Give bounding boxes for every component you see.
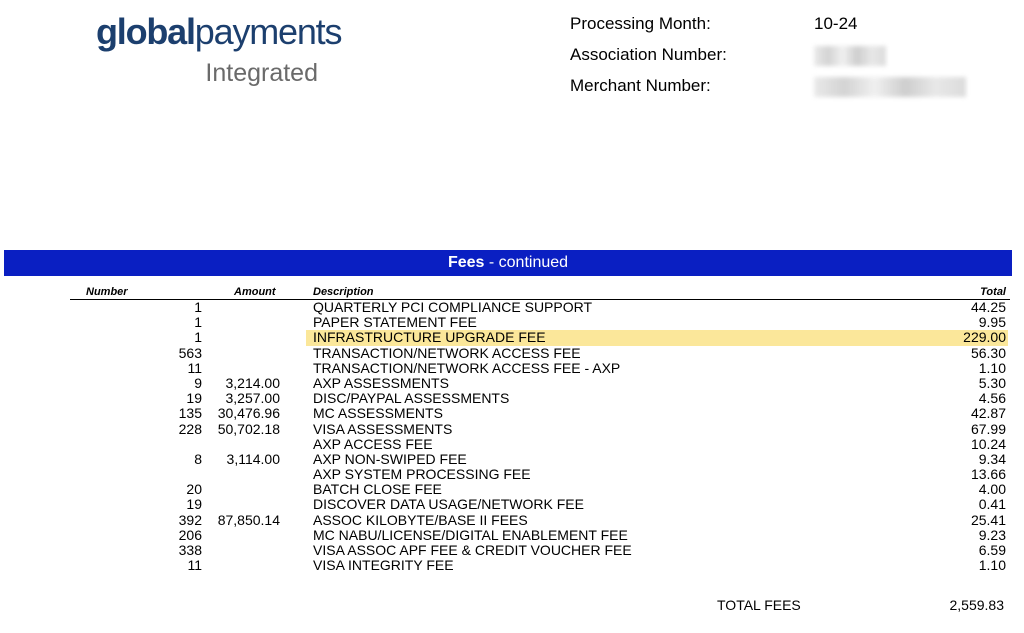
merchant-number-redacted: [814, 77, 966, 97]
table-row: [70, 376, 1010, 391]
table-row: [70, 391, 1010, 406]
total-fees-value: 2,559.83: [949, 597, 1004, 613]
table-row: [70, 361, 1010, 376]
cell-description: AXP NON-SWIPED FEE: [313, 450, 467, 467]
fees-table: [70, 286, 1010, 573]
cell-total: 0.41: [978, 496, 1006, 513]
table-row-highlighted: [70, 330, 1010, 345]
cell-total: 67.99: [970, 420, 1006, 437]
processing-month-label: Processing Month:: [570, 14, 711, 33]
merchant-number-label: Merchant Number:: [570, 76, 711, 95]
column-header-number: Number: [86, 286, 128, 298]
merchant-number-row: [570, 76, 990, 98]
cell-number: 1: [194, 299, 202, 315]
cell-number: 20: [186, 481, 202, 498]
cell-amount: 3,214.00: [225, 374, 280, 391]
cell-total: 9.23: [978, 526, 1006, 543]
cell-amount: 3,114.00: [226, 450, 280, 467]
cell-number: 392: [178, 511, 202, 528]
table-row: [70, 437, 1010, 452]
cell-total: 44.25: [970, 299, 1006, 315]
global-payments-logo: [96, 10, 342, 87]
cell-amount: 50,702.18: [217, 420, 280, 437]
cell-number: 9: [194, 374, 202, 391]
cell-description: DISC/PAYPAL ASSESSMENTS: [313, 390, 510, 407]
table-row: [70, 528, 1010, 543]
association-number-label: Association Number:: [570, 45, 727, 64]
cell-number: 338: [178, 542, 202, 558]
table-row: [70, 543, 1010, 558]
cell-number: 11: [187, 557, 202, 574]
cell-description: AXP ASSESSMENTS: [313, 374, 449, 391]
logo-subtitle: Integrated: [205, 59, 318, 87]
table-row: [70, 422, 1010, 437]
cell-total: 9.34: [978, 450, 1006, 467]
cell-description: TRANSACTION/NETWORK ACCESS FEE - AXP: [313, 359, 621, 376]
cell-number: 19: [186, 496, 202, 513]
table-row: [70, 497, 1010, 512]
cell-total: 56.30: [970, 344, 1006, 361]
cell-number: 19: [186, 390, 202, 407]
table-row: [70, 467, 1010, 482]
column-header-total: Total: [980, 286, 1006, 298]
cell-description: VISA INTEGRITY FEE: [313, 557, 454, 574]
table-row: [70, 452, 1010, 467]
cell-description: MC ASSESSMENTS: [313, 405, 443, 422]
cell-description: BATCH CLOSE FEE: [313, 481, 442, 498]
fees-table-body: [70, 300, 1010, 573]
cell-number: 135: [178, 405, 202, 422]
fees-section-suffix: - continued: [484, 254, 569, 271]
fees-section-title: Fees: [447, 254, 485, 271]
cell-amount: 87,850.14: [217, 511, 280, 528]
cell-total: 25.41: [970, 511, 1006, 528]
cell-number: 228: [178, 420, 202, 437]
total-fees-row: [0, 597, 1024, 615]
cell-number: 1: [194, 329, 202, 346]
cell-number: 11: [187, 359, 202, 376]
cell-total: 1.10: [978, 359, 1006, 376]
table-row: [70, 513, 1010, 528]
table-row: [70, 315, 1010, 330]
logo-wordmark: [96, 10, 341, 54]
cell-total: 6.59: [978, 542, 1006, 558]
cell-total: 229.00: [963, 329, 1006, 346]
cell-number: 206: [178, 526, 202, 543]
cell-amount: 3,257.00: [225, 390, 280, 407]
cell-description: TRANSACTION/NETWORK ACCESS FEE: [313, 344, 581, 361]
table-row: [70, 558, 1010, 573]
logo-wordmark-light: payments: [194, 11, 342, 52]
association-number-row: [570, 45, 990, 67]
cell-description: DISCOVER DATA USAGE/NETWORK FEE: [313, 496, 584, 513]
cell-total: 1.10: [978, 557, 1006, 574]
cell-description: VISA ASSESSMENTS: [313, 420, 453, 437]
cell-total: 4.00: [978, 481, 1006, 498]
fees-table-header: [70, 286, 1010, 300]
cell-description: VISA ASSOC APF FEE & CREDIT VOUCHER FEE: [313, 542, 632, 558]
cell-description: QUARTERLY PCI COMPLIANCE SUPPORT: [313, 299, 593, 315]
fees-section-banner: [4, 250, 1012, 276]
cell-total: 4.56: [978, 390, 1006, 407]
cell-number: 563: [178, 344, 202, 361]
association-number-redacted: [814, 46, 886, 66]
cell-total: 10.24: [970, 435, 1006, 452]
cell-description: PAPER STATEMENT FEE: [313, 314, 477, 331]
cell-description: AXP SYSTEM PROCESSING FEE: [313, 466, 531, 483]
cell-number: 1: [194, 314, 202, 331]
cell-description: AXP ACCESS FEE: [313, 435, 433, 452]
cell-description: ASSOC KILOBYTE/BASE II FEES: [313, 511, 528, 528]
processing-month-value: 10-24: [814, 14, 858, 33]
column-header-amount: Amount: [234, 286, 276, 298]
cell-total: 5.30: [978, 374, 1006, 391]
logo-wordmark-bold: global: [96, 11, 195, 52]
cell-description: INFRASTRUCTURE UPGRADE FEE: [313, 329, 546, 346]
cell-number: 8: [194, 450, 202, 467]
table-row: [70, 406, 1010, 421]
cell-amount: 30,476.96: [217, 405, 280, 422]
column-header-description: Description: [313, 286, 374, 298]
processing-month-row: [570, 14, 990, 36]
cell-description: MC NABU/LICENSE/DIGITAL ENABLEMENT FEE: [313, 526, 628, 543]
table-row: [70, 346, 1010, 361]
table-row: [70, 482, 1010, 497]
cell-total: 42.87: [970, 405, 1006, 422]
cell-total: 9.95: [978, 314, 1006, 331]
cell-total: 13.66: [970, 466, 1006, 483]
total-fees-label: TOTAL FEES: [717, 597, 801, 613]
table-row: [70, 300, 1010, 315]
